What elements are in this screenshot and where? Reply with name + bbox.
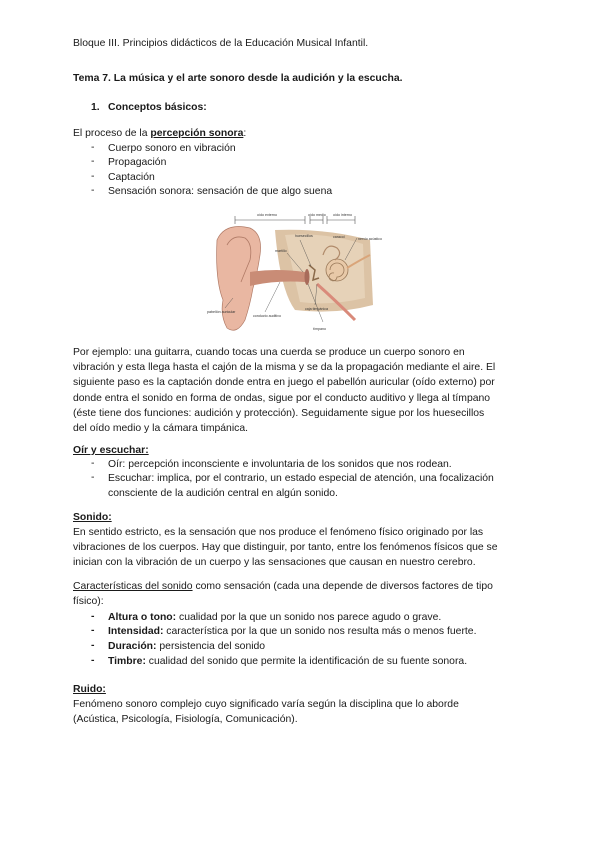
label-middle-ear: oído medio [308, 213, 326, 217]
perception-intro-suffix: : [243, 128, 247, 139]
list-item-continuation: consciente de la audición central en algún sonido. [108, 488, 338, 499]
list-dash: - [91, 472, 95, 483]
paragraph-line: En sentido estricto, es la sensación que nos produce el fenómeno físico originado por las [73, 527, 484, 538]
list-item: Sensación sonora: sensación de que algo suena [108, 186, 333, 197]
list-item: Cuerpo sonoro en vibración [108, 143, 236, 154]
list-term: Duración: [108, 641, 157, 652]
list-dash: - [91, 458, 95, 469]
paragraph-line: del oído medio y la cámara timpánica. [73, 423, 248, 434]
list-term: Timbre: [108, 656, 146, 667]
list-text: cualidad del sonido que permite la identificación de su fuente sonora. [145, 656, 468, 667]
perception-intro [73, 127, 246, 140]
label-canal: conducto auditivo [253, 314, 281, 318]
list-item: Oír: percepción inconsciente e involuntaria de los sonidos que nos rodean. [108, 459, 452, 470]
section-title: Conceptos básicos: [108, 102, 207, 113]
perception-intro-prefix: El proceso de la [73, 128, 151, 139]
list-item [108, 611, 441, 624]
label-pinna: pabellón auricular [207, 310, 236, 314]
list-item [108, 640, 265, 653]
label-hammer: martillo [275, 249, 287, 253]
list-item: Captación [108, 172, 155, 183]
list-item: Propagación [108, 157, 167, 168]
list-dash: - [91, 625, 95, 636]
label-outer-ear: oído externo [257, 213, 277, 217]
caracteristicas-line2: físico): [73, 596, 104, 607]
ear-anatomy-figure [205, 210, 390, 345]
list-text: característica por la que un sonido nos resulta más o menos fuerte. [163, 626, 477, 637]
document-title: Tema 7. La música y el arte sonoro desde la audición y la escucha. [73, 73, 403, 84]
list-term: Intensidad: [108, 626, 164, 637]
section-number: 1. [91, 102, 100, 113]
list-dash: - [91, 611, 95, 622]
list-item [108, 625, 476, 638]
list-dash: - [91, 156, 95, 167]
page-header: Bloque III. Principios didácticos de la Educación Musical Infantil. [73, 38, 369, 49]
paragraph-line: inician con la vibración de un cuerpo y las sensaciones que causan en nuestro cerebro. [73, 557, 476, 568]
label-cochlea: caracol [333, 235, 345, 239]
list-item: Escuchar: implica, por el contrario, un estado especial de atención, una focalización [108, 473, 494, 484]
paragraph-line: Por ejemplo: una guitarra, cuando tocas una cuerda se produce un cuerpo sonoro en [73, 347, 465, 358]
list-text: cualidad por la que un sonido nos parece agudo o grave. [176, 612, 442, 623]
oir-heading: Oír y escuchar: [73, 445, 149, 456]
paragraph-line: vibraciones de los cuerpos. Hay que distinguir, por tanto, entre los fenómenos físicos que se [73, 542, 498, 553]
paragraph-line: Fenómeno sonoro complejo cuyo significado varía según la disciplina que lo aborde [73, 699, 459, 710]
caracteristicas-rest: como sensación (cada una depende de diversos factores de tipo [192, 581, 493, 592]
paragraph-line: (éste tiene dos funciones: audición y protección). Seguidamente sigue por los huesecillos [73, 408, 485, 419]
paragraph-line: vibración y esta llega hasta el cajón de la misma y se da la propagación mediante el aire. El [73, 362, 496, 373]
label-drum: tímpano [313, 327, 326, 331]
list-dash: - [91, 640, 95, 651]
paragraph-line: (Acústica, Psicología, Fisiología, Comunicación). [73, 714, 298, 725]
list-term: Altura o tono: [108, 612, 177, 623]
ruido-heading: Ruido: [73, 684, 106, 695]
paragraph-line: siguiente paso es la captación donde entra en juego el pabellón auricular (oído externo) por [73, 377, 495, 388]
list-text: persistencia del sonido [156, 641, 266, 652]
label-ossicles: huesecillos [295, 234, 313, 238]
sonido-heading: Sonido: [73, 512, 112, 523]
paragraph-line: donde entra el sonido en forma de ondas, sigue por el conducto auditivo y llega al tímpano [73, 393, 491, 404]
list-dash: - [91, 185, 95, 196]
label-nerve: nervio acústico [358, 237, 382, 241]
list-dash: - [91, 171, 95, 182]
label-inner-ear: oído interno [333, 213, 352, 217]
perception-term: percepción sonora [150, 128, 244, 139]
list-dash: - [91, 142, 95, 153]
list-item [108, 655, 467, 668]
caracteristicas-term: Características del sonido [73, 581, 193, 592]
list-dash: - [91, 655, 95, 666]
caracteristicas-intro [73, 580, 493, 593]
label-cavity: caja timpánica [305, 307, 328, 311]
